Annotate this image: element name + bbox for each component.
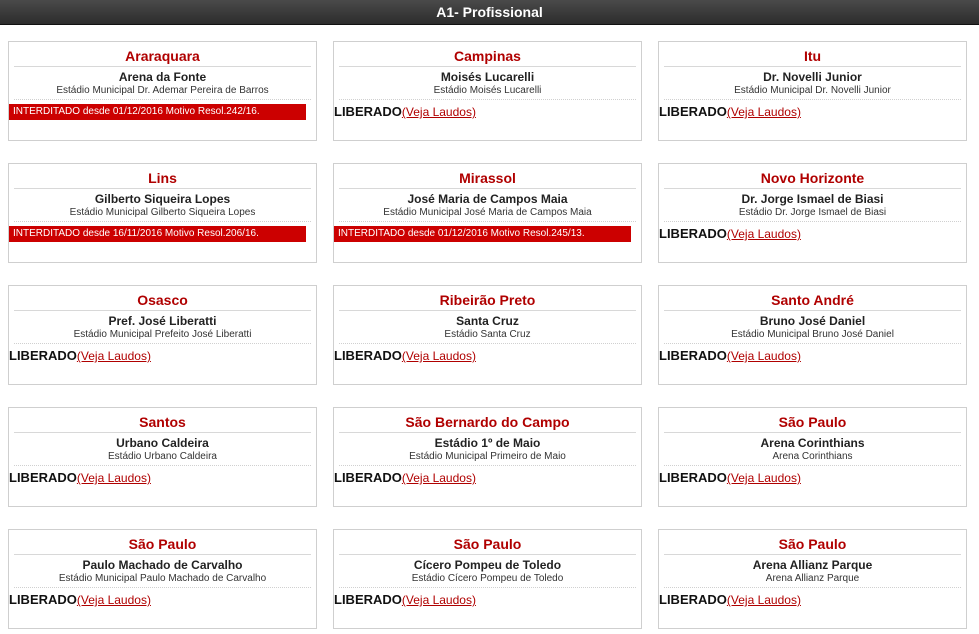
status-row	[9, 226, 311, 242]
stadium-full-name: Estádio Cícero Pompeu de Toledo	[339, 572, 636, 588]
city-name: São Paulo	[664, 534, 961, 555]
liberado-label: LIBERADO	[334, 470, 402, 485]
status-row	[9, 592, 311, 608]
city-name: Lins	[14, 168, 311, 189]
stadium-card	[658, 41, 967, 141]
stadium-name: Moisés Lucarelli	[440, 70, 535, 84]
liberado-label: LIBERADO	[659, 348, 727, 363]
status-row	[9, 104, 311, 120]
page-header	[0, 0, 979, 25]
veja-laudos-link[interactable]: (Veja Laudos)	[401, 471, 476, 485]
city-name: Novo Horizonte	[664, 168, 961, 189]
interditado-badge: INTERDITADO desde 01/12/2016 Motivo Resol.245/13.	[334, 226, 631, 242]
stadium-card	[333, 407, 642, 507]
stadium-name: Paulo Machado de Carvalho	[82, 558, 243, 572]
veja-laudos-link[interactable]: (Veja Laudos)	[726, 349, 801, 363]
liberado-label: LIBERADO	[334, 104, 402, 119]
stadium-card	[8, 41, 317, 141]
liberado-label: LIBERADO	[659, 470, 727, 485]
liberado-label: LIBERADO	[334, 348, 402, 363]
stadium-name: Pref. José Liberatti	[108, 314, 217, 328]
stadium-card	[658, 407, 967, 507]
stadium-name: Dr. Novelli Junior	[763, 70, 862, 84]
city-name: Araraquara	[14, 46, 311, 67]
stadium-card	[658, 285, 967, 385]
stadium-card	[333, 163, 642, 263]
stadium-full-name: Estádio Moisés Lucarelli	[339, 84, 636, 100]
veja-laudos-link[interactable]: (Veja Laudos)	[76, 593, 151, 607]
city-name: Santo André	[664, 290, 961, 311]
stadium-full-name: Estádio Municipal Dr. Ademar Pereira de Barros	[14, 84, 311, 100]
stadium-name: Estádio 1º de Maio	[434, 436, 541, 450]
city-name: Mirassol	[339, 168, 636, 189]
liberado-label: LIBERADO	[659, 226, 727, 241]
stadium-name: Arena da Fonte	[118, 70, 207, 84]
veja-laudos-link[interactable]: (Veja Laudos)	[726, 593, 801, 607]
liberado-label: LIBERADO	[659, 104, 727, 119]
stadium-full-name: Estádio Municipal Primeiro de Maio	[339, 450, 636, 466]
status-row	[334, 104, 636, 120]
stadium-full-name: Estádio Municipal José Maria de Campos Maia	[339, 206, 636, 222]
stadium-name: Arena Corinthians	[760, 436, 865, 450]
city-name: Itu	[664, 46, 961, 67]
city-name: São Paulo	[664, 412, 961, 433]
status-row	[9, 348, 311, 364]
city-name: São Bernardo do Campo	[339, 412, 636, 433]
stadium-card	[8, 163, 317, 263]
stadium-name: José Maria de Campos Maia	[407, 192, 568, 206]
status-row	[334, 470, 636, 486]
liberado-label: LIBERADO	[659, 592, 727, 607]
veja-laudos-link[interactable]: (Veja Laudos)	[401, 349, 476, 363]
stadium-name: Dr. Jorge Ismael de Biasi	[741, 192, 884, 206]
stadium-full-name: Arena Corinthians	[664, 450, 961, 466]
status-row	[334, 226, 636, 242]
status-row	[334, 348, 636, 364]
stadium-full-name: Estádio Municipal Dr. Novelli Junior	[664, 84, 961, 100]
city-name: São Paulo	[14, 534, 311, 555]
status-row	[659, 348, 961, 364]
liberado-label: LIBERADO	[9, 348, 77, 363]
interditado-badge: INTERDITADO desde 16/11/2016 Motivo Resol.206/16.	[9, 226, 306, 242]
stadium-name: Urbano Caldeira	[116, 436, 209, 450]
stadium-card	[333, 41, 642, 141]
stadium-full-name: Estádio Urbano Caldeira	[14, 450, 311, 466]
city-name: São Paulo	[339, 534, 636, 555]
status-row	[9, 470, 311, 486]
stadium-card	[658, 529, 967, 629]
veja-laudos-link[interactable]: (Veja Laudos)	[726, 105, 801, 119]
veja-laudos-link[interactable]: (Veja Laudos)	[401, 593, 476, 607]
stadium-name: Arena Allianz Parque	[752, 558, 873, 572]
interditado-badge: INTERDITADO desde 01/12/2016 Motivo Resol.242/16.	[9, 104, 306, 120]
veja-laudos-link[interactable]: (Veja Laudos)	[726, 471, 801, 485]
stadium-full-name: Arena Allianz Parque	[664, 572, 961, 588]
city-name: Campinas	[339, 46, 636, 67]
liberado-label: LIBERADO	[9, 592, 77, 607]
stadium-name: Gilberto Siqueira Lopes	[94, 192, 231, 206]
liberado-label: LIBERADO	[9, 470, 77, 485]
veja-laudos-link[interactable]: (Veja Laudos)	[726, 227, 801, 241]
stadium-name: Cícero Pompeu de Toledo	[413, 558, 562, 572]
status-row	[659, 470, 961, 486]
veja-laudos-link[interactable]: (Veja Laudos)	[76, 471, 151, 485]
stadium-name: Santa Cruz	[456, 314, 519, 328]
stadium-card	[333, 529, 642, 629]
stadium-card	[8, 529, 317, 629]
stadium-full-name: Estádio Municipal Bruno José Daniel	[664, 328, 961, 344]
stadium-card	[658, 163, 967, 263]
veja-laudos-link[interactable]: (Veja Laudos)	[401, 105, 476, 119]
stadium-full-name: Estádio Municipal Paulo Machado de Carvalho	[14, 572, 311, 588]
status-row	[334, 592, 636, 608]
city-name: Osasco	[14, 290, 311, 311]
liberado-label: LIBERADO	[334, 592, 402, 607]
stadium-full-name: Estádio Municipal Gilberto Siqueira Lopes	[14, 206, 311, 222]
city-name: Ribeirão Preto	[339, 290, 636, 311]
stadium-full-name: Estádio Santa Cruz	[339, 328, 636, 344]
stadium-card	[8, 285, 317, 385]
veja-laudos-link[interactable]: (Veja Laudos)	[76, 349, 151, 363]
stadium-full-name: Estádio Municipal Prefeito José Liberatti	[14, 328, 311, 344]
status-row	[659, 592, 961, 608]
status-row	[659, 226, 961, 242]
stadium-card	[333, 285, 642, 385]
section-title: A1- Profissional	[436, 4, 543, 20]
stadium-full-name: Estádio Dr. Jorge Ismael de Biasi	[664, 206, 961, 222]
stadium-name: Bruno José Daniel	[759, 314, 866, 328]
stadium-card	[8, 407, 317, 507]
status-row	[659, 104, 961, 120]
city-name: Santos	[14, 412, 311, 433]
